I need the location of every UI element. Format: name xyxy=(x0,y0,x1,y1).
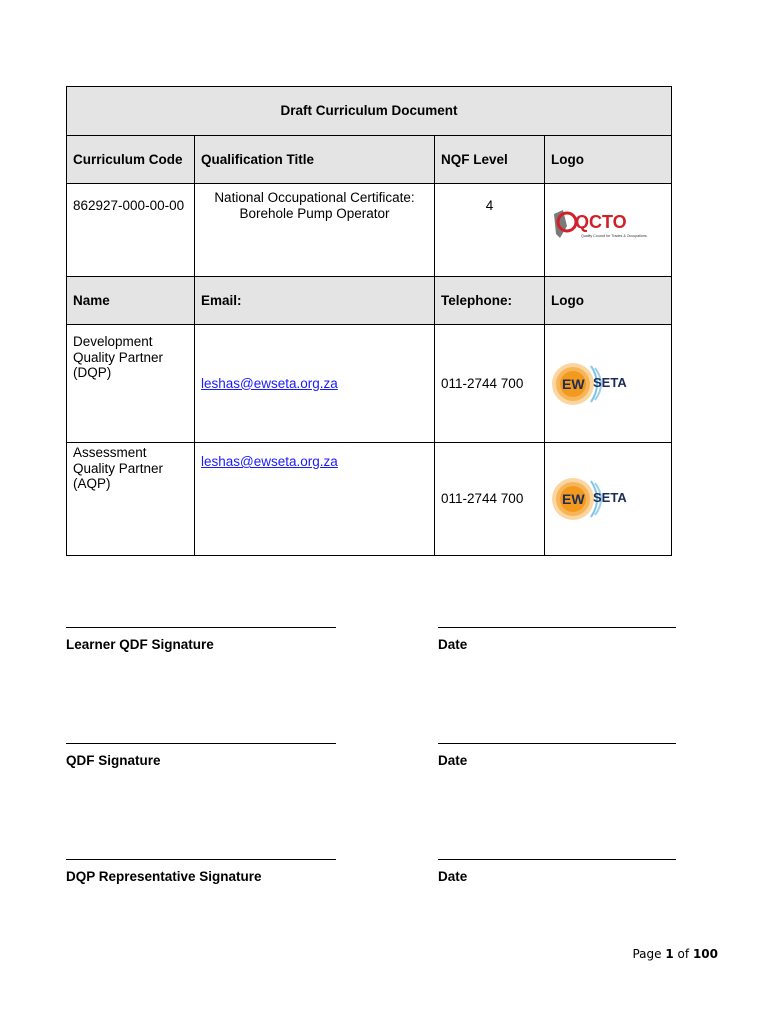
qcto-emblem-icon xyxy=(551,204,647,244)
dqp-rep-date-line[interactable] xyxy=(438,859,676,860)
qdf-signature-line[interactable] xyxy=(66,743,336,744)
qualification-line-2: Borehole Pump Operator xyxy=(239,205,390,221)
header-logo: Logo xyxy=(545,136,672,184)
page-word: Page xyxy=(632,947,662,961)
learner-signature-label: Learner QDF Signature xyxy=(66,637,214,652)
curriculum-code-value: 862927-000-00-00 xyxy=(67,184,195,277)
qualification-title-cell xyxy=(195,184,435,277)
dqp-name-cell xyxy=(67,325,195,443)
nqf-level-value: 4 xyxy=(435,184,545,277)
ewseta-ew-text: EW xyxy=(562,375,585,392)
aqp-line-1: Assessment xyxy=(73,445,147,460)
ewseta-seta-text: SETA xyxy=(593,374,627,390)
curriculum-table xyxy=(66,86,672,556)
dqp-email-link[interactable]: leshas@ewseta.org.za xyxy=(201,375,338,391)
qcto-logo-text: QCTO xyxy=(575,212,627,232)
qdf-date-label: Date xyxy=(438,753,468,768)
ewseta-emblem-icon xyxy=(551,360,637,408)
page-current: 1 xyxy=(665,947,674,961)
learner-date-label: Date xyxy=(438,637,468,652)
dqp-line-2: Quality Partner xyxy=(73,349,164,365)
qcto-logo xyxy=(551,184,665,244)
qcto-logo-cell xyxy=(545,184,672,277)
dqp-rep-signature-line[interactable] xyxy=(66,859,336,860)
header-curriculum-code: Curriculum Code xyxy=(67,136,195,184)
aqp-line-3: (AQP) xyxy=(73,476,111,492)
aqp-logo-cell xyxy=(545,443,672,556)
learner-signature-line[interactable] xyxy=(66,627,336,628)
ewseta-logo xyxy=(551,360,665,408)
dqp-rep-signature-label: DQP Representative Signature xyxy=(66,869,262,884)
dqp-rep-date-label: Date xyxy=(438,869,468,884)
learner-date-line[interactable] xyxy=(438,627,676,628)
aqp-line-2: Quality Partner xyxy=(73,460,164,476)
header-name: Name xyxy=(67,277,195,325)
aqp-email-link[interactable]: leshas@ewseta.org.za xyxy=(201,454,338,469)
page-of-word: of xyxy=(677,947,690,961)
dqp-telephone: 011-2744 700 xyxy=(435,325,545,443)
dqp-logo-cell xyxy=(545,325,672,443)
aqp-email-cell xyxy=(195,443,435,556)
ewseta-seta-text-2: SETA xyxy=(593,490,627,505)
page-number xyxy=(632,947,718,961)
header-telephone: Telephone: xyxy=(435,277,545,325)
page-total: 100 xyxy=(692,947,718,961)
qdf-signature-label: QDF Signature xyxy=(66,753,161,768)
header-email: Email: xyxy=(195,277,435,325)
dqp-email-cell xyxy=(195,325,435,443)
dqp-line-3: (DQP) xyxy=(73,365,112,381)
table-title: Draft Curriculum Document xyxy=(67,87,672,136)
ewseta-emblem-icon-2 xyxy=(551,475,637,523)
ewseta-logo-2 xyxy=(551,475,665,523)
dqp-line-1: Development xyxy=(73,334,153,349)
qcto-logo-subtext: Quality Council for Trades & Occupations xyxy=(581,234,647,238)
qdf-date-line[interactable] xyxy=(438,743,676,744)
aqp-telephone: 011-2744 700 xyxy=(435,443,545,556)
aqp-name-cell xyxy=(67,443,195,556)
ewseta-ew-text-2: EW xyxy=(562,491,585,507)
header-logo-2: Logo xyxy=(545,277,672,325)
qualification-line-1: National Occupational Certificate: xyxy=(214,190,415,205)
header-qualification-title: Qualification Title xyxy=(195,136,435,184)
header-nqf-level: NQF Level xyxy=(435,136,545,184)
